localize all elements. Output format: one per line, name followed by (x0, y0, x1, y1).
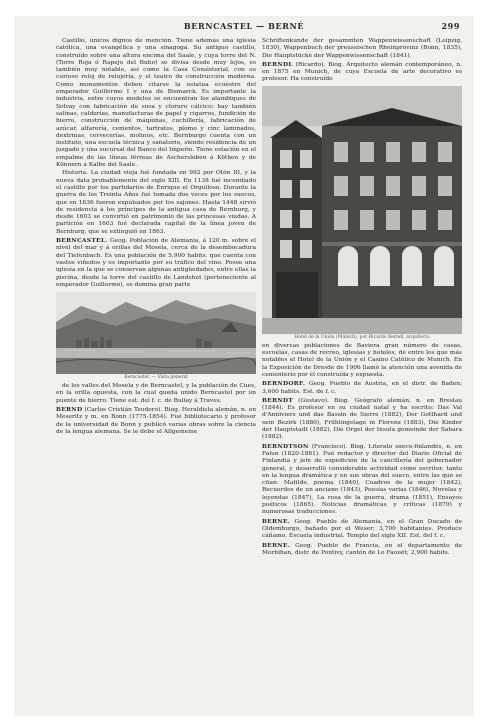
headword-berne-france: BERNE. (262, 541, 291, 549)
hotel-union-photo (262, 86, 462, 340)
paragraph-bernd-works: Schriftenkunde der gesammten Wappenwissenschaft (Leipzig, 1830), Wappenbuch der preussischen Rheinprovinz (Bonn, 1835), Die Hauptstücke der Wappenwissenschaft (1841). (262, 38, 462, 59)
berncastel-engraving (56, 292, 256, 380)
entry-berne-germany (262, 518, 462, 541)
entry-berndorf (262, 380, 462, 396)
entry-berne-france-text: Geog. Pueblo de Francia, en el departamento de Morbihan, distr. de Pontivy, cantón de Le Faouët; 2,900 habits. (262, 542, 462, 556)
headword-berndorf: BERNDORF. (262, 380, 306, 388)
paragraph-bernburg-history: Historia. La ciudad vieja fué fundada en 992 por Otón III, y la nueva data probablemente del siglo XIII. En 1138 fué incendiado el castillo por los partidarios de Enrique el Orgulloso. Durante la guerra de los Treinta Años fué tomada dos veces por los suecos, que en 1636 fueron expulsados por los sajones. Hasta 1448 sirvió de residencia á los príncipes de la antigua casa de Bernburg, y desde 1603 se convirtió en patrimonio de las princesas viudas. A partición en 1603 fué declarada capital de la línea joven de Bernburg, que se extinguió en 1863. (56, 170, 256, 235)
entry-bernd (56, 406, 256, 436)
headword-berne-germany: BERNE. (262, 517, 291, 525)
berncastel-view-illustration (56, 292, 256, 374)
page-number: 299 (441, 21, 460, 31)
entry-berncastel-text: Geog. Población de Alemania, á 120 m. sobre el nivel del mar y á orillas del Mosela, cerca de la desembocadura del Tiefenbach. Es una población de 5,900 habits. que cuenta con vastos viñedos y es importante por su tráfico del vino. Posee una iglesia en la que se conservan algunas antigüedades, entre ellas la piscina, desde la torre del castillo de Landshut (perteneciente al emperador Guillermo), se domina gran parte (56, 238, 256, 288)
entry-berndtson (262, 443, 462, 517)
entry-berndt-text: (Gustavo). Biog. Geógrafo alemán, n. en Breslau (1844). Es profesor en su ciudad natal y ha escrito: Das Val d'Anniviers und das Bassin de Sierre (1882), Der Gotthard und sein Bezirk (1880), Frühlingstage in Florenz (1883), Die Kinder der Hauptstadt (1882), Die Orgel der Insula gemeinde der Sahara (1882). (262, 397, 462, 441)
page-sheet (14, 16, 474, 716)
headword-berncastel: BERNCASTEL. (56, 237, 108, 245)
running-title: BERNCASTEL — BERNÉ (183, 21, 305, 31)
paragraph-berndl-continued: en diversas poblaciones de Baviera gran número de casas, escuelas, casas de recreo, iglesias y hoteles, de entre los que más notables el Hotel de la Unión y el Casino Católico de Munich. En la Exposición de Dresde de 1906 llamó la atención una avenida de cementerio por él construída y expuesta. (262, 342, 462, 378)
entry-berndtson-text: (Francisco). Biog. Literato sueco-finlandés, n. en Falun (1820-1881). Fué redactor y director del Diario Oficial de Finlandia y jefe de expedición de la cancillería del gobernador general, y desarrolló considerable actividad como escritor, tanto en la lengua dramática y en sus obras del sueco, entre las que se citan: Matilde, poema (1840), Cuadros de la mujer (1842), Recuerdos de un anciano (1843), Poesías varias (1846), Novelas y leyendas (1847), La rosa de la guerra, drama (1851), Ensayos poéticos (1865), Noticias dramáticas y críticas (1879) y numerosas traducciones. (262, 443, 462, 516)
entry-berncastel (56, 237, 256, 289)
left-column (56, 38, 256, 710)
entry-berndorf-text: Geog. Pueblo de Austria, en el distr. de Baden; 3,600 habits. Est. de f. c. (262, 381, 462, 395)
entry-berndl-text: (Ricardo). Biog. Arquitecto alemán contemporáneo, n. en 1875 en Munich, de cuya Escuela de arte decorativo es profesor. Ha construído (262, 61, 462, 83)
paragraph-bernburg-description: Castillo, únicos dignos de mención. Tiene además una iglesia católica, una evangélica y una sinagoga. Su antiguo castillo, construído sobre una altura encima del Saale, y cuya torre del N. (Torre Roja ó Rapejo del Buho) se divisa desde muy lejos, es también muy notable, así como la Casa Consistorial, con su curioso reloj de relojería, y el teatro de construcción moderna. Como monumentos deben citarse la estatua ecuestre del emperador Guillermo I y una de Bismarck. Es importante la industria, entre cuyos modelos se encuentran los alambiques de Solvay con fabricación de sosa y cloruro cálcico; hay también salinas, calderías, manufacturas de papel y cigarros, fundición de hierro, construcción de máquinas, cuchillería, fabricación de azúcar, alfarería, cementos, tartratos, plomo y cinc laminados, dextrinas, cervecerías, molinos, etc. Bernburgo cuenta con un instituto, una escuela técnica y sanatorio, siendo residencia de un juzgado y una sucursal del Banco del Imperio. Tiene estación en el empalme de las líneas férreas de Aschersleben á Köthen y de Könnern á Kalbe del Saale. (56, 38, 256, 169)
entry-bernd-text: (Carlos Cristián Teodoro). Biog. Heraldista alemán, n. en Meseritz y m. en Bonn (1775-1854). Fué bibliotecario y profesor de la universidad de Bonn y publicó varias obras sobre la ciencia de la lengua alemana. Se le debe el Allgemeine (56, 406, 256, 435)
headword-berndt: BERNDT (262, 396, 294, 404)
hotel-figure-caption: Hotel de la Unión (Múnich), por Ricardo Berndl, arquitecto (294, 334, 430, 340)
headword-bernd: BERND (56, 405, 83, 413)
paragraph-berncastel-continued: de los valles del Mosela y de Berncastel, y la población de Cues, en la orilla opuesta, con la cual queda unido Berncastel por un puente de hierro. Tiene est. del f. c. de Bullay á Traves. (56, 383, 256, 404)
entry-berne-france (262, 542, 462, 558)
entry-berne-germany-text: Geog. Pueblo de Alemania, en el Gran Ducado de Oldemburgo, bañado por el Weser; 3,700 habitantes. Produce cáñamo. Escuela industrial. Templo del siglo XII. Est. del f. c. (262, 518, 462, 540)
headword-berndtson: BERNDTSON (262, 442, 309, 450)
entry-berndl (262, 61, 462, 84)
hotel-building-illustration (262, 86, 462, 334)
entry-berndt (262, 397, 462, 442)
headword-berndl: BERNDL (262, 60, 293, 68)
running-header (14, 16, 474, 36)
berncastel-figure-caption: Berncastel. — Vista general (124, 375, 188, 381)
right-column (262, 38, 462, 710)
